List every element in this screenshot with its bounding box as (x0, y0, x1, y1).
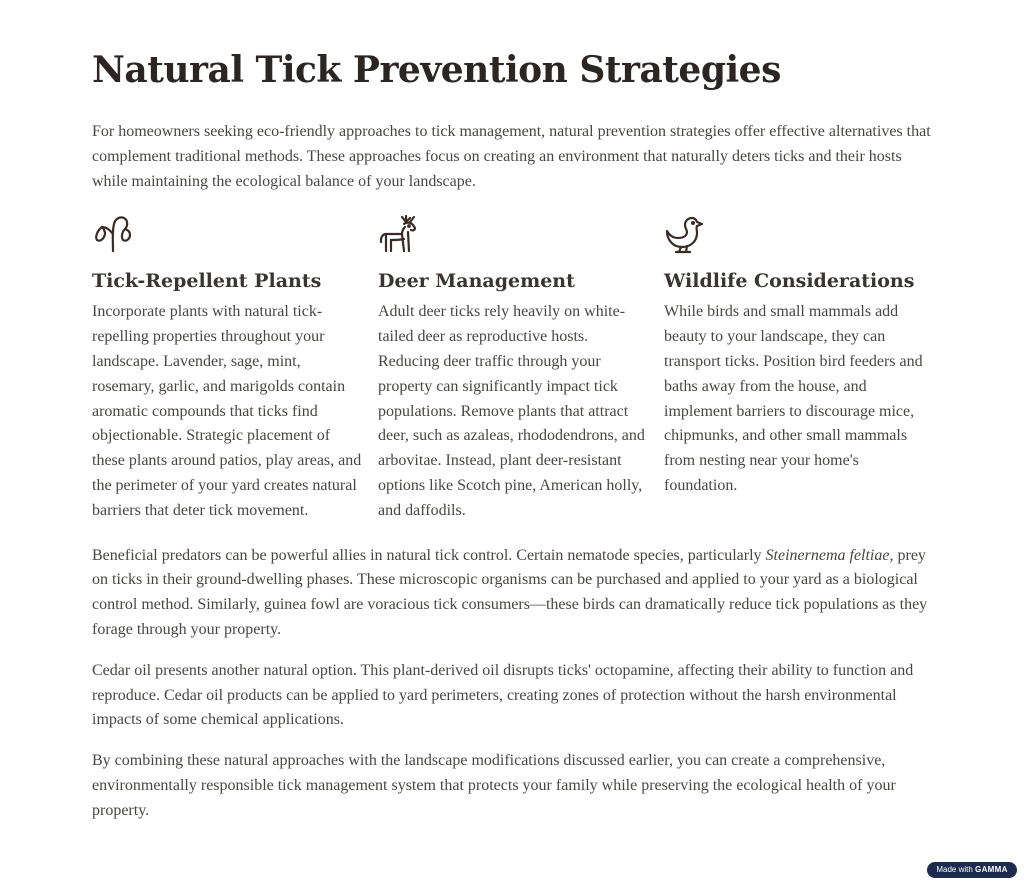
column-text: While birds and small mammals add beauty to your landscape, they can transport ticks. Position bird feeders and baths away from the house, and implement barriers to discourage mice, chipmunks, and other small mammals from nesting near your home's foundation. (664, 303, 923, 494)
paragraph-text: , prey on ticks in their ground-dwelling phases. These microscopic organisms can be purchased and applied to your yard as a biological control method. Similarly, guinea fowl are voracious tick consumers—these birds can dramatically reduce tick populations as they forage through your property. (92, 546, 928, 638)
column-heading: Tick-Repellent Plants (92, 270, 322, 293)
column-tick-repellent-plants (92, 214, 378, 523)
badge-prefix: Made with (936, 865, 973, 874)
plant-sprout-icon (92, 214, 132, 254)
badge-brand: GAMMA (975, 865, 1008, 874)
deer-icon (378, 214, 418, 254)
species-name: Steinernema feltiae (765, 546, 890, 564)
intro-paragraph: For homeowners seeking eco-friendly approaches to tick management, natural prevention strategies offer effective alternatives that complement traditional methods. These approaches focus on creating an environment that naturally deters ticks and their hosts while maintaining the ecological balance of your landscape. (92, 123, 931, 190)
paragraph-text: Beneficial predators can be powerful allies in natural tick control. Certain nematode species, particularly (92, 546, 766, 564)
bird-icon (664, 214, 704, 254)
column-text: Adult deer ticks rely heavily on white-tailed deer as reproductive hosts. Reducing deer traffic through your property can significantly impact tick populations. Remove plants that attract deer, such as azaleas, rhododendrons, and arbovitae. Instead, plant deer-resistant options like Scotch pine, American holly, and daffodils. (378, 303, 645, 519)
made-with-gamma-badge[interactable] (927, 862, 1017, 878)
column-heading: Wildlife Considerations (664, 270, 915, 293)
cedar-oil-paragraph: Cedar oil presents another natural option. This plant-derived oil disrupts ticks' octopamine, affecting their ability to function and reproduce. Cedar oil products can be applied to yard perimeters, creating zones of protection without the harsh environmental impacts of some chemical applications. (92, 661, 914, 729)
document-page (92, 46, 932, 824)
conclusion-paragraph: By combining these natural approaches with the landscape modifications discussed earlier, you can create a comprehensive, environmentally responsible tick management system that protects your family while preserving the ecological health of your property. (92, 752, 896, 819)
page-title: Natural Tick Prevention Strategies (92, 49, 781, 91)
beneficial-predators-paragraph (92, 544, 932, 643)
column-deer-management (378, 214, 664, 523)
column-text: Incorporate plants with natural tick-repelling properties throughout your landscape. Lavender, sage, mint, rosemary, garlic, and marigolds contain aromatic compounds that ticks find objectionable. Strategic placement of these plants around patios, play areas, and the perimeter of your yard creates natural barriers that deter tick movement. (92, 303, 362, 519)
column-wildlife-considerations (664, 214, 950, 523)
column-heading: Deer Management (378, 270, 575, 293)
strategy-columns (92, 214, 932, 523)
